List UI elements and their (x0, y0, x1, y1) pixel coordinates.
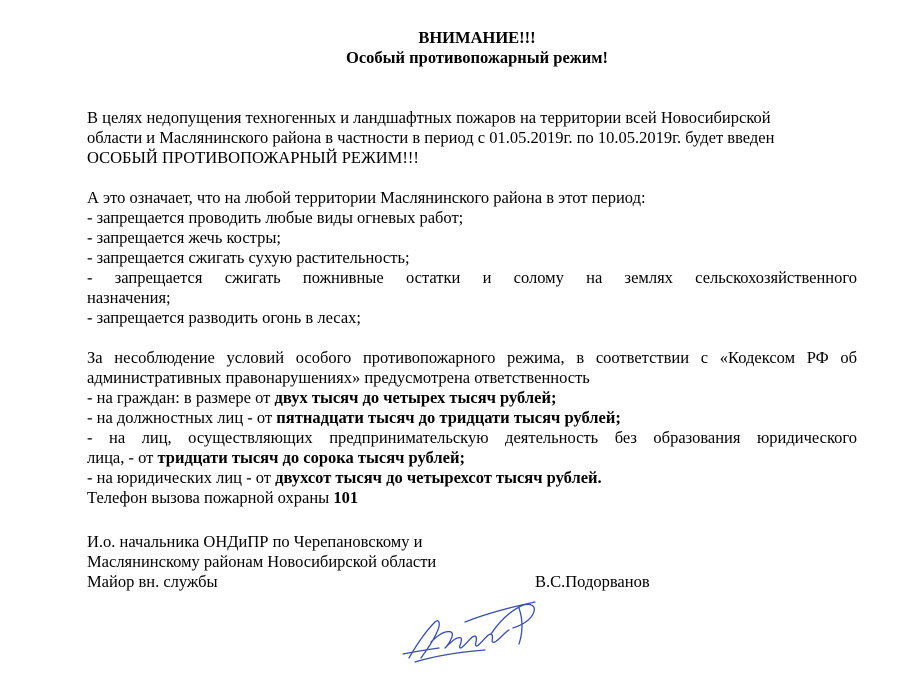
restriction-item: - запрещается разводить огонь в лесах; (87, 308, 361, 327)
restriction-item: - запрещается сжигать сухую растительность; (87, 248, 410, 267)
penalty-label: - на граждан: в размере от (87, 388, 275, 407)
signatory-name: В.С.Подорванов (535, 572, 650, 591)
penalty-legal-entities (87, 468, 857, 488)
penalty-amount: тридцати тысяч до сорока тысяч рублей; (157, 448, 465, 467)
intro-line-1: В целях недопущения техногенных и ландшафтных пожаров на территории всей Новосибирской (87, 108, 771, 127)
phone-label: Телефон вызова пожарной охраны (87, 488, 334, 507)
restrictions-list (87, 188, 857, 328)
penalty-citizens (87, 388, 857, 408)
intro-line-3: ОСОБЫЙ ПРОТИВОПОЖАРНЫЙ РЕЖИМ!!! (87, 148, 419, 167)
notice-title: ВНИМАНИЕ!!! (418, 28, 536, 47)
signoff-block (87, 532, 857, 592)
signoff-position-1: И.о. начальника ОНДиПР по Черепановскому и (87, 532, 423, 551)
notice-heading (87, 28, 857, 68)
restriction-item-cont: назначения; (87, 288, 171, 307)
penalty-entrepreneurs: - на лиц, осуществляющих предпринимательскую деятельность без образования юридического (87, 428, 857, 447)
notice-document (87, 28, 857, 592)
penalties-lead-1: За несоблюдение условий особого противопожарного режима, в соответствии с «Кодексом РФ об (87, 348, 857, 367)
penalty-amount: двухсот тысяч до четырехсот тысяч рублей. (275, 468, 602, 487)
handwritten-signature (395, 592, 555, 667)
penalty-label: лица, - от (87, 448, 158, 467)
restriction-item: - запрещается проводить любые виды огневых работ; (87, 208, 464, 227)
notice-subtitle: Особый противопожарный режим! (345, 48, 608, 67)
restriction-item: - запрещается сжигать пожнивные остатки и солому на землях сельскохозяйственного (87, 268, 857, 287)
fire-phone-line (87, 488, 857, 508)
penalty-label: - на должностных лиц - от (87, 408, 277, 427)
signoff-position-2: Маслянинскому районам Новосибирской области (87, 552, 437, 571)
penalty-amount: пятнадцати тысяч до тридцати тысяч рублей; (276, 408, 621, 427)
penalties-section (87, 348, 857, 508)
signoff-rank: Майор вн. службы (87, 572, 218, 591)
penalty-amount: двух тысяч до четырех тысяч рублей; (274, 388, 557, 407)
signoff-rank-row (87, 572, 857, 592)
restriction-item: - запрещается жечь костры; (87, 228, 281, 247)
penalty-label: - на юридических лиц - от (87, 468, 276, 487)
intro-line-2: области и Маслянинского района в частности в период с 01.05.2019г. по 10.05.2019г. будет введен (87, 128, 775, 147)
penalty-officials (87, 408, 857, 428)
intro-paragraph (87, 108, 857, 168)
penalties-lead-2: административных правонарушениях» предусмотрена ответственность (87, 368, 590, 387)
restrictions-lead: А это означает, что на любой территории Маслянинского района в этот период: (87, 188, 646, 207)
phone-number: 101 (333, 488, 359, 507)
penalty-entrepreneurs-cont (87, 448, 857, 468)
